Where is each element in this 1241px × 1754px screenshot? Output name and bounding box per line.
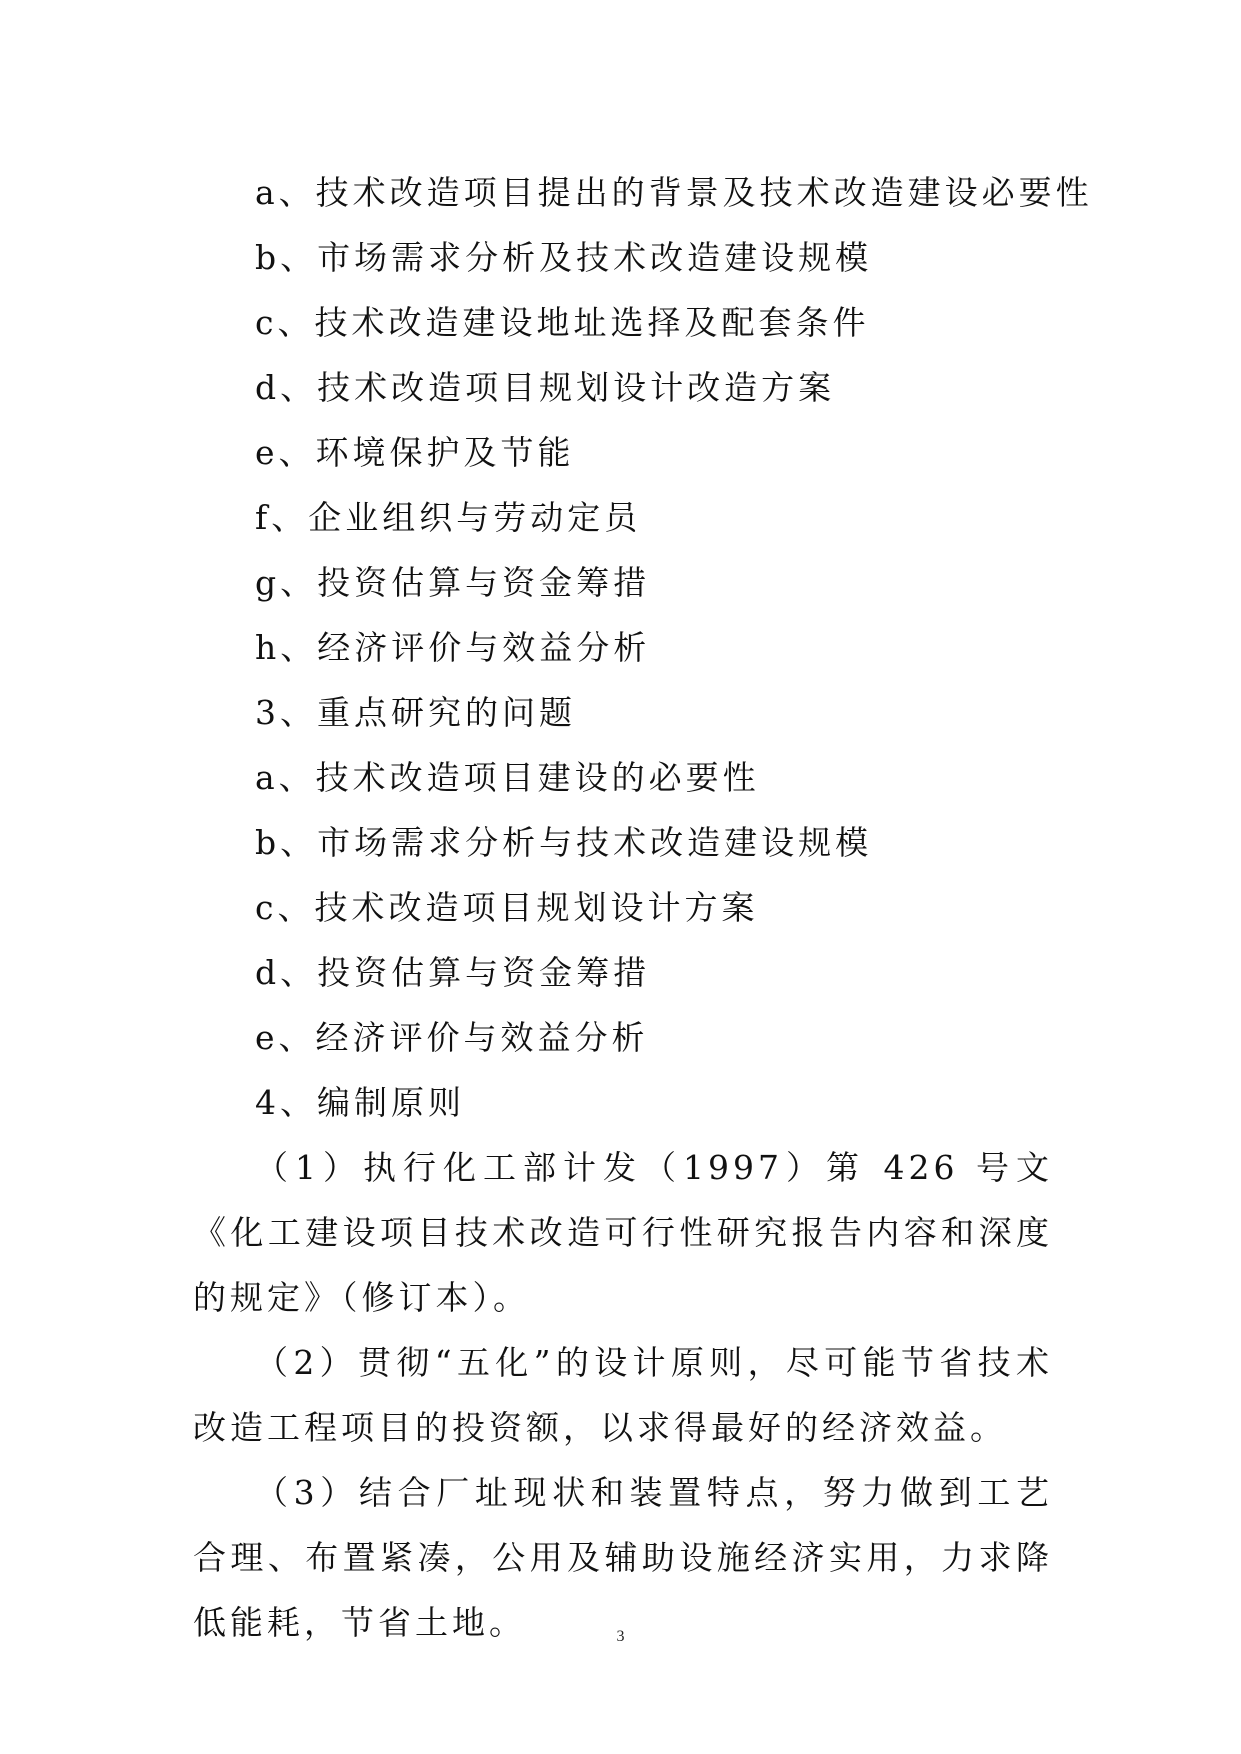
list-item: a、技术改造项目提出的背景及技术改造建设必要性 xyxy=(255,173,1093,212)
principle-paragraph: （1）执行化工部计发（1997）第 426 号文《化工建设项目技术改造可行性研究报告内容和深度的规定》（修订本）。 xyxy=(193,1148,1053,1317)
list-item: b、市场需求分析与技术改造建设规模 xyxy=(255,823,873,862)
list-item: e、环境保护及节能 xyxy=(255,433,575,472)
page-number: 3 xyxy=(616,1628,625,1645)
list-item: d、投资估算与资金筹措 xyxy=(255,953,651,992)
list-item: c、技术改造项目规划设计方案 xyxy=(255,888,759,927)
document-body xyxy=(193,160,1093,1655)
principle-paragraph: （2）贯彻“五化”的设计原则，尽可能节省技术改造工程项目的投资额，以求得最好的经济效益。 xyxy=(193,1343,1053,1447)
list-item: a、技术改造项目建设的必要性 xyxy=(255,758,760,797)
section-heading: 3、重点研究的问题 xyxy=(255,693,576,732)
list-item: f、企业组织与劳动定员 xyxy=(255,498,642,537)
principle-paragraph: （3）结合厂址现状和装置特点，努力做到工艺合理、布置紧凑，公用及辅助设施经济实用，力求降低能耗，节省土地。 xyxy=(193,1473,1053,1642)
section-heading: 4、编制原则 xyxy=(255,1083,465,1122)
list-item: c、技术改造建设地址选择及配套条件 xyxy=(255,303,870,342)
list-item: h、经济评价与效益分析 xyxy=(255,628,651,667)
list-item: b、市场需求分析及技术改造建设规模 xyxy=(255,238,873,277)
list-item: e、经济评价与效益分析 xyxy=(255,1018,649,1057)
list-item: g、投资估算与资金筹措 xyxy=(255,563,651,602)
list-item: d、技术改造项目规划设计改造方案 xyxy=(255,368,836,407)
